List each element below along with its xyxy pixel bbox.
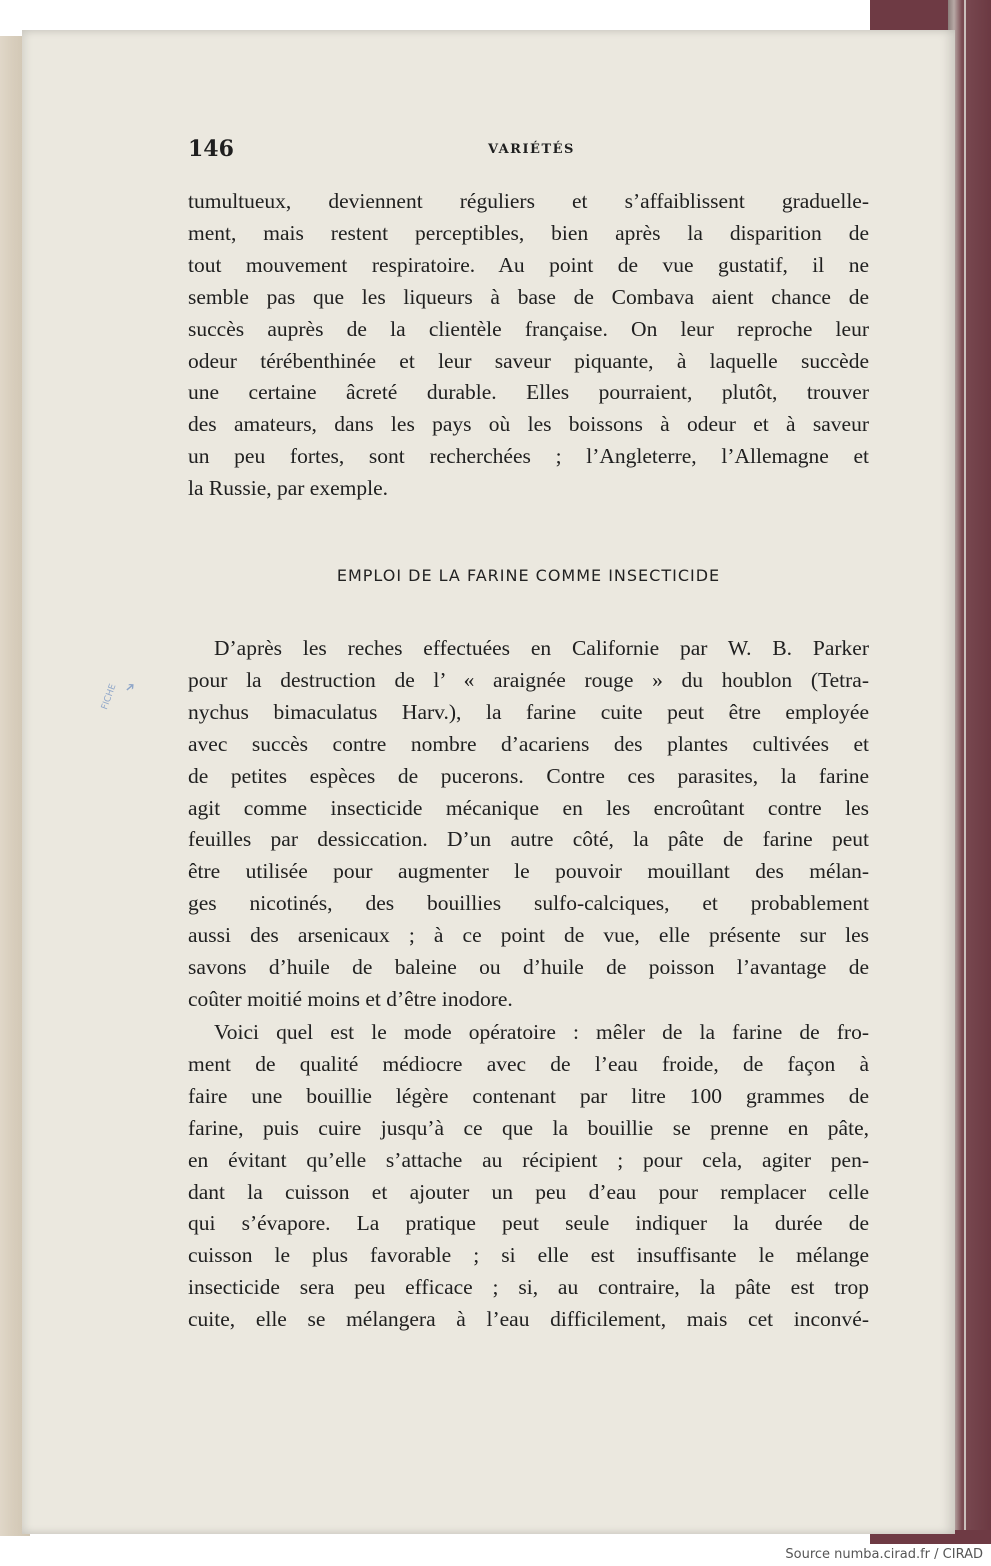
running-head: VARIÉTÉS — [488, 142, 575, 157]
text-line: succès auprès de la clientèle française. On leur reproche leur — [188, 316, 869, 341]
source-bar — [0, 1544, 991, 1566]
text-line: ment de qualité médiocre avec de l’eau froide, de façon à — [188, 1051, 869, 1076]
text-line: cuite, elle se mélangera à l’eau difficilement, mais cet inconvé- — [188, 1307, 869, 1332]
stamp-arrow-icon: ➔ — [121, 678, 139, 696]
text-line: insecticide sera peu efficace ; si, au contraire, la pâte est trop — [188, 1275, 869, 1300]
text-line: tumultueux, deviennent réguliers et s’affaiblissent graduelle- — [188, 189, 869, 213]
paragraph-1 — [188, 186, 869, 505]
text-line: avec succès contre nombre d’acariens des plantes cultivées et — [188, 731, 869, 756]
text-line: qui s’évapore. La pratique peut seule indiquer la durée de — [188, 1211, 869, 1236]
paragraph-3 — [188, 1017, 869, 1336]
page-header — [188, 136, 868, 168]
text-line: cuisson le plus favorable ; si elle est insuffisante le mélange — [188, 1243, 869, 1268]
text-line: coûter moitié moins et d’être inodore. — [188, 986, 513, 1011]
text-line: pour la destruction de l’ « araignée rouge » du houblon (Tetra- — [188, 667, 869, 692]
text-line: nychus bimaculatus Harv.), la farine cuite peut être employée — [188, 699, 869, 724]
text-line: aussi des arsenicaux ; à ce point de vue, elle présente sur les — [188, 923, 869, 948]
text-line: être utilisée pour augmenter le pouvoir mouillant des mélan- — [188, 859, 869, 884]
text-line: en évitant qu’elle s’attache au récipient ; pour cela, agiter pen- — [188, 1147, 869, 1172]
text-line: savons d’huile de baleine ou d’huile de poisson l’avantage de — [188, 955, 869, 980]
text-line: farine, puis cuire jusqu’à ce que la bouillie se prenne en pâte, — [188, 1115, 869, 1140]
text-line: ges nicotinés, des bouillies sulfo-calciques, et probablement — [188, 891, 869, 916]
text-line: D’après les reches effectuées en Californie par W. B. Parker — [214, 636, 869, 660]
cover-fold-line — [964, 0, 966, 1544]
text-line: des amateurs, dans les pays où les boissons à odeur et à saveur — [188, 412, 869, 437]
source-credit: Source numba.cirad.fr / CIRAD — [785, 1547, 983, 1562]
text-line: semble pas que les liqueurs à base de Combava aient chance de — [188, 284, 869, 309]
paragraph-2 — [188, 633, 869, 1016]
section-title: EMPLOI DE LA FARINE COMME INSECTICIDE — [336, 566, 721, 585]
text-line: une certaine âcreté durable. Elles pourraient, plutôt, trouver — [188, 380, 869, 405]
text-line: dant la cuisson et ajouter un peu d’eau pour remplacer celle — [188, 1179, 869, 1204]
text-line: agit comme insecticide mécanique en les encroûtant contre les — [188, 795, 869, 820]
page-number: 146 — [188, 136, 234, 162]
text-line: feuilles par dessiccation. D’un autre côté, la pâte de farine peut — [188, 827, 869, 852]
text-line: faire une bouillie légère contenant par litre 100 grammes de — [188, 1083, 869, 1108]
text-line: odeur térébenthinée et leur saveur piquante, à laquelle succède — [188, 348, 869, 373]
text-line: ment, mais restent perceptibles, bien après la disparition de — [188, 220, 869, 245]
text-line: la Russie, par exemple. — [188, 476, 389, 501]
text-line: tout mouvement respiratoire. Au point de vue gustatif, il ne — [188, 252, 869, 277]
text-line: Voici quel est le mode opératoire : mêler de la farine de fro- — [214, 1020, 869, 1044]
text-line: un peu fortes, sont recherchées ; l’Angleterre, l’Allemagne et — [188, 444, 869, 469]
text-line: de petites espèces de pucerons. Contre ces parasites, la farine — [188, 763, 869, 788]
fiche-stamp: FICHE — [100, 682, 119, 712]
